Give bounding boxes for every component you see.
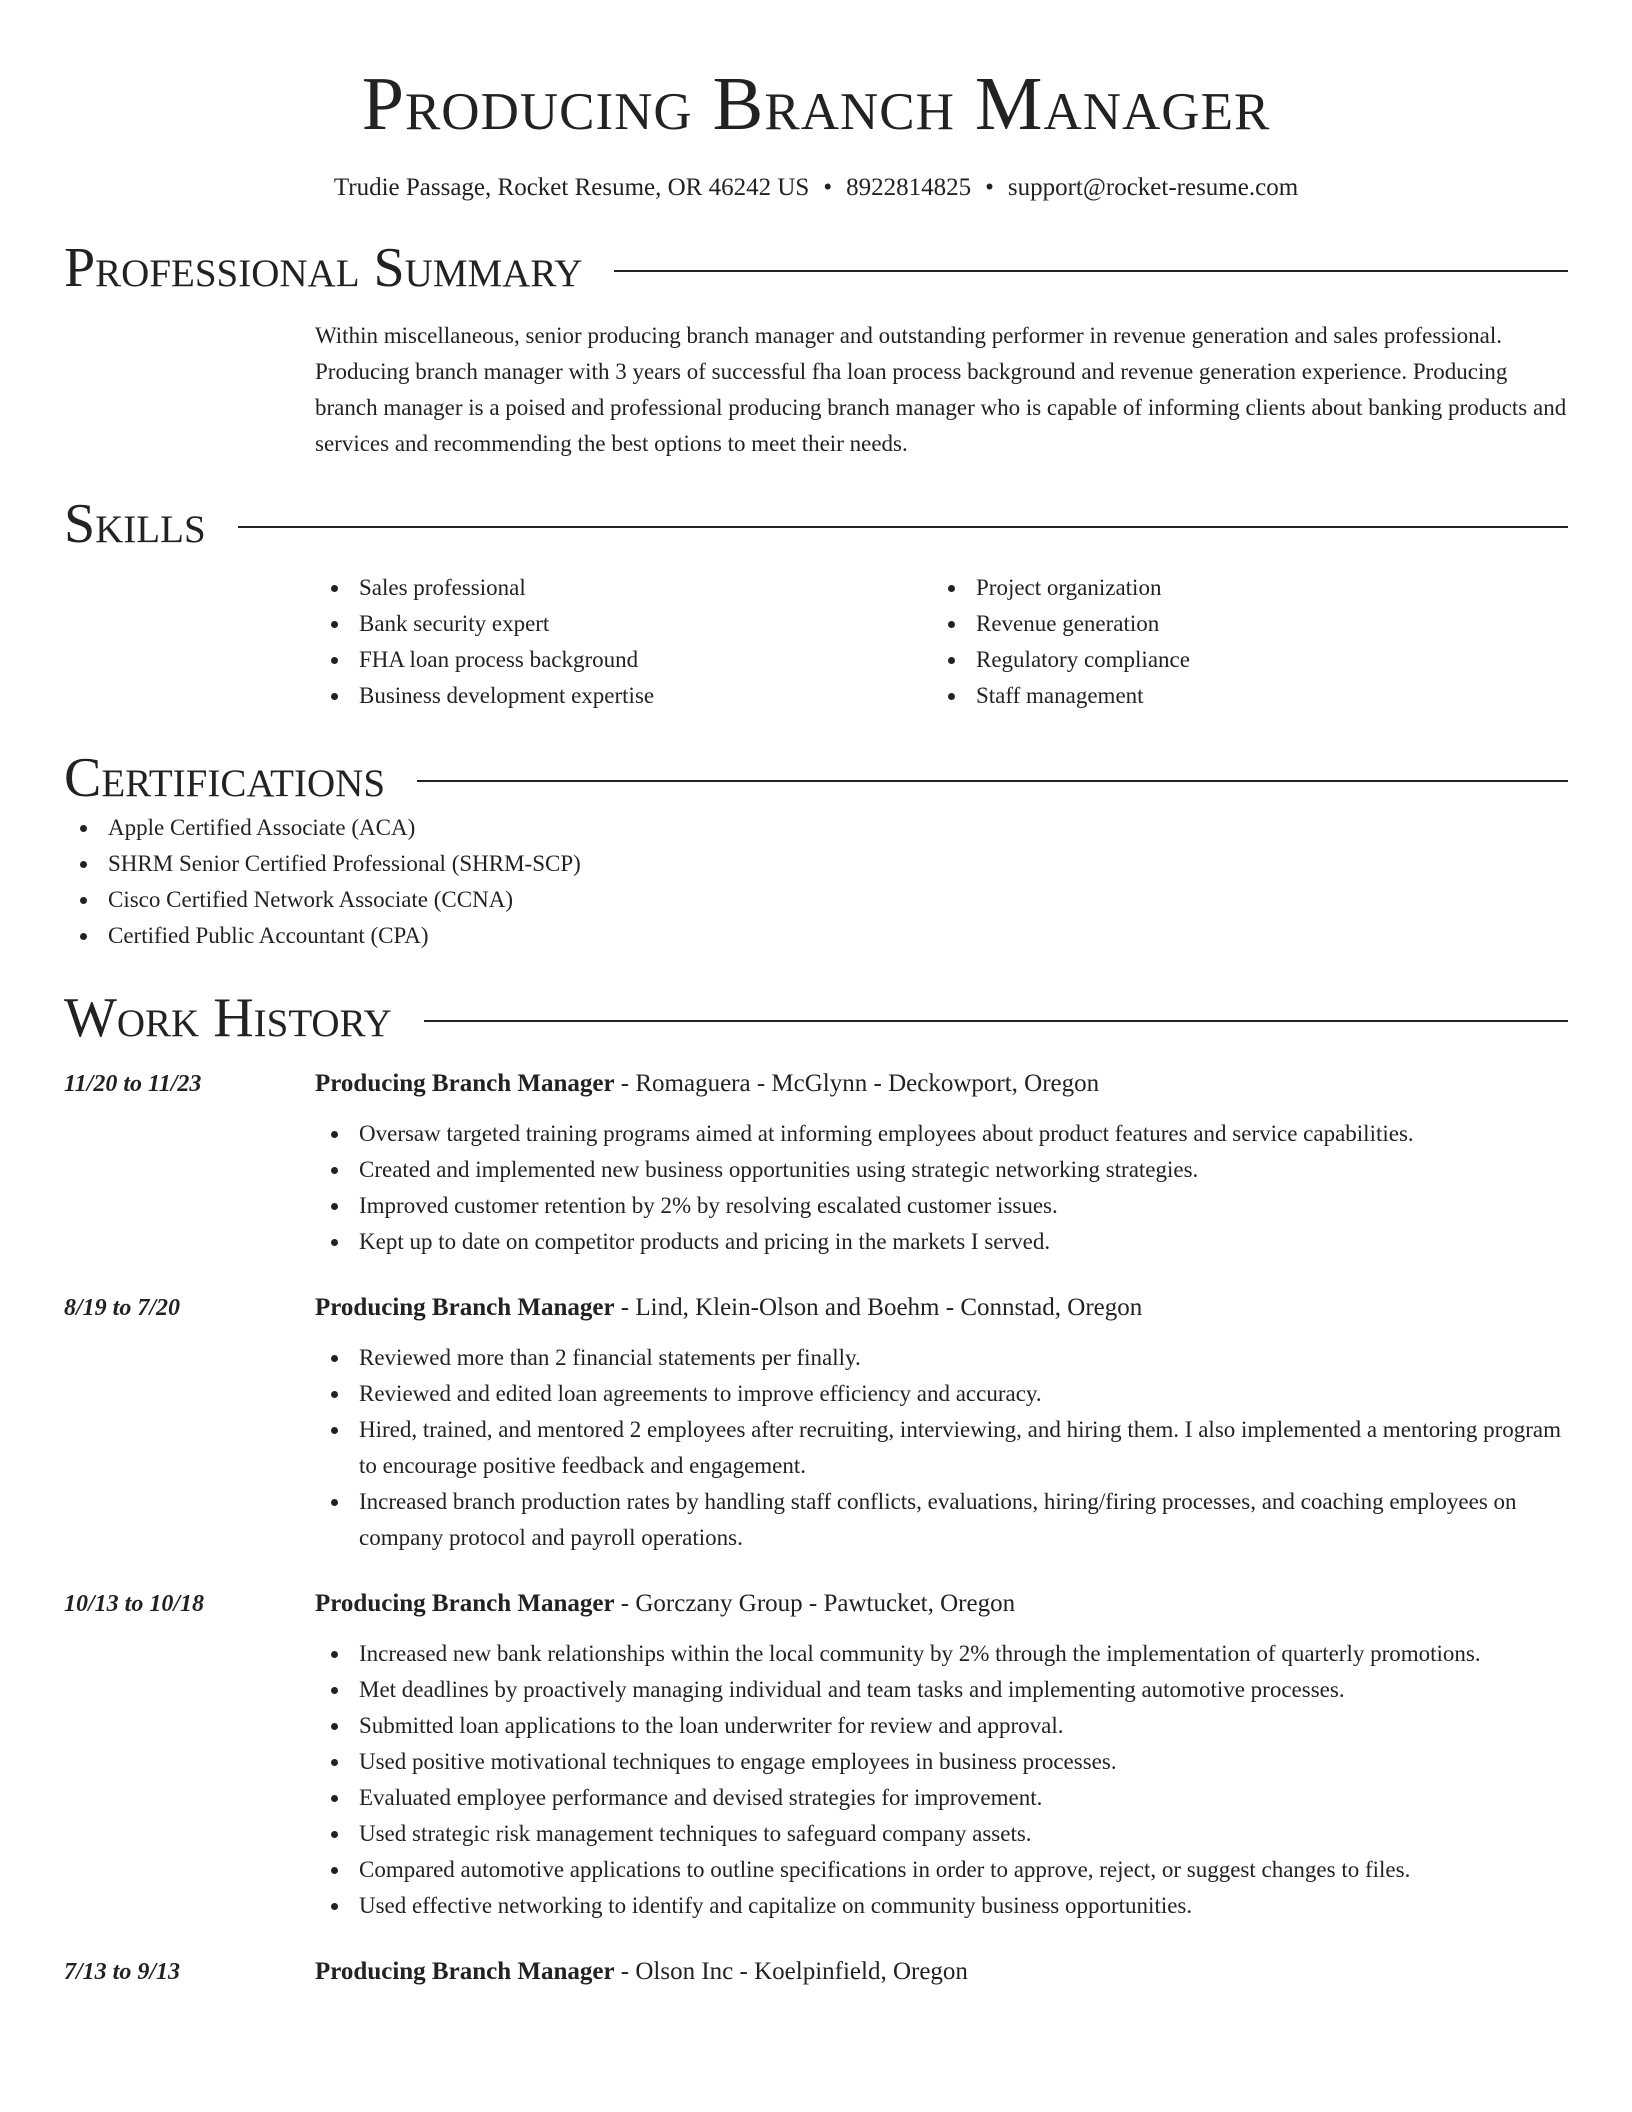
job-bullets (315, 1636, 1568, 1924)
certifications-heading: Certifications (64, 747, 386, 809)
certification-item: Certified Public Accountant (CPA) (64, 918, 1568, 954)
skill-item: Regulatory compliance (932, 642, 1549, 678)
job-bullet: Reviewed more than 2 financial statements per finally. (315, 1340, 1568, 1376)
skill-item: Staff management (932, 678, 1549, 714)
summary-section (64, 236, 1568, 462)
summary-text: Within miscellaneous, senior producing branch manager and outstanding performer in revenue generation and sales professional. Producing branch manager with 3 years of successful fha loan process background and revenue generation experience. Producing branch manager is a poised and professional producing branch manager who is capable of informing clients about banking products and services and recommending the best options to meet their needs. (315, 323, 1567, 456)
skills-list-right (932, 570, 1549, 714)
job-employer: - Gorczany Group - Pawtucket, Oregon (614, 1590, 1016, 1617)
summary-heading: Professional Summary (64, 237, 583, 299)
section-divider (417, 780, 1568, 782)
job-body (315, 1954, 1568, 1990)
contact-line (64, 172, 1568, 204)
job-employer: - Romaguera - McGlynn - Deckowport, Oregon (614, 1070, 1100, 1097)
job-title: Producing Branch Manager (315, 1590, 615, 1617)
contact-separator: • (985, 174, 994, 201)
section-divider (424, 1020, 1568, 1022)
contact-separator: • (823, 174, 833, 201)
skills-column-left (315, 570, 932, 714)
job-heading (315, 1290, 1568, 1326)
resume-title: Producing Branch Manager (361, 62, 1271, 146)
skill-item: Business development expertise (315, 678, 932, 714)
skills-heading: Skills (64, 493, 206, 555)
job-dates: 7/13 to 9/13 (64, 1959, 181, 1985)
contact-address: Trudie Passage, Rocket Resume, OR 46242 US (333, 174, 810, 201)
job-employer: - Olson Inc - Koelpinfield, Oregon (614, 1958, 968, 1985)
job-bullet: Improved customer retention by 2% by resolving escalated customer issues. (315, 1188, 1568, 1224)
job-bullet: Compared automotive applications to outline specifications in order to approve, reject, or suggest changes to files. (315, 1852, 1568, 1888)
summary-header (64, 236, 1568, 300)
job-title: Producing Branch Manager (315, 1958, 615, 1985)
contact-phone: 8922814825 (846, 174, 972, 201)
job-entry (64, 1586, 1568, 1924)
job-bullet: Oversaw targeted training programs aimed at informing employees about product features and service capabilities. (315, 1116, 1568, 1152)
job-dates: 8/19 to 7/20 (64, 1295, 181, 1321)
job-bullet: Used effective networking to identify and capitalize on community business opportunities. (315, 1888, 1568, 1924)
work-history-header (64, 986, 1568, 1050)
certification-item: Apple Certified Associate (ACA) (64, 810, 1568, 846)
certifications-section (64, 746, 1568, 954)
job-bullet: Used positive motivational techniques to engage employees in business processes. (315, 1744, 1568, 1780)
job-title: Producing Branch Manager (315, 1294, 615, 1321)
job-employer: - Lind, Klein-Olson and Boehm - Connstad, Oregon (614, 1294, 1143, 1321)
job-heading (315, 1066, 1568, 1102)
work-history-heading: Work History (64, 987, 392, 1049)
job-bullet: Evaluated employee performance and devised strategies for improvement. (315, 1780, 1568, 1816)
job-entry (64, 1954, 1568, 1990)
job-bullet: Met deadlines by proactively managing individual and team tasks and implementing automotive processes. (315, 1672, 1568, 1708)
job-title: Producing Branch Manager (315, 1070, 615, 1097)
skills-grid (315, 570, 1568, 714)
skills-section (64, 492, 1568, 714)
certifications-list (64, 810, 1568, 954)
job-body (315, 1066, 1568, 1260)
job-bullet: Submitted loan applications to the loan underwriter for review and approval. (315, 1708, 1568, 1744)
skill-item: Revenue generation (932, 606, 1549, 642)
job-bullets (315, 1116, 1568, 1260)
section-divider (614, 270, 1568, 272)
skills-column-right (932, 570, 1549, 714)
certification-item: Cisco Certified Network Associate (CCNA) (64, 882, 1568, 918)
job-bullet: Hired, trained, and mentored 2 employees after recruiting, interviewing, and hiring them. I also implemented a mentoring program to encourage positive feedback and engagement. (315, 1412, 1568, 1484)
job-bullet: Reviewed and edited loan agreements to improve efficiency and accuracy. (315, 1376, 1568, 1412)
job-bullets (315, 1340, 1568, 1556)
skill-item: Bank security expert (315, 606, 932, 642)
job-dates: 10/13 to 10/18 (64, 1591, 205, 1617)
skill-item: Sales professional (315, 570, 932, 606)
job-entry (64, 1066, 1568, 1260)
skill-item: Project organization (932, 570, 1549, 606)
skills-list-left (315, 570, 932, 714)
job-bullet: Created and implemented new business opportunities using strategic networking strategies. (315, 1152, 1568, 1188)
job-body (315, 1290, 1568, 1556)
job-heading (315, 1954, 1568, 1990)
job-bullet: Kept up to date on competitor products and pricing in the markets I served. (315, 1224, 1568, 1260)
job-entry (64, 1290, 1568, 1556)
contact-email: support@rocket-resume.com (1007, 174, 1299, 201)
skill-item: FHA loan process background (315, 642, 932, 678)
skills-header (64, 492, 1568, 556)
job-bullet: Used strategic risk management techniques to safeguard company assets. (315, 1816, 1568, 1852)
section-divider (238, 526, 1568, 528)
job-body (315, 1586, 1568, 1924)
certification-item: SHRM Senior Certified Professional (SHRM-SCP) (64, 846, 1568, 882)
job-bullet: Increased new bank relationships within the local community by 2% through the implementation of quarterly promotions. (315, 1636, 1568, 1672)
job-dates: 11/20 to 11/23 (64, 1071, 202, 1097)
certifications-header (64, 746, 1568, 810)
job-heading (315, 1586, 1568, 1622)
work-history-section (64, 986, 1568, 1990)
job-bullet: Increased branch production rates by handling staff conflicts, evaluations, hiring/firing processes, and coaching employees on company protocol and payroll operations. (315, 1484, 1568, 1556)
